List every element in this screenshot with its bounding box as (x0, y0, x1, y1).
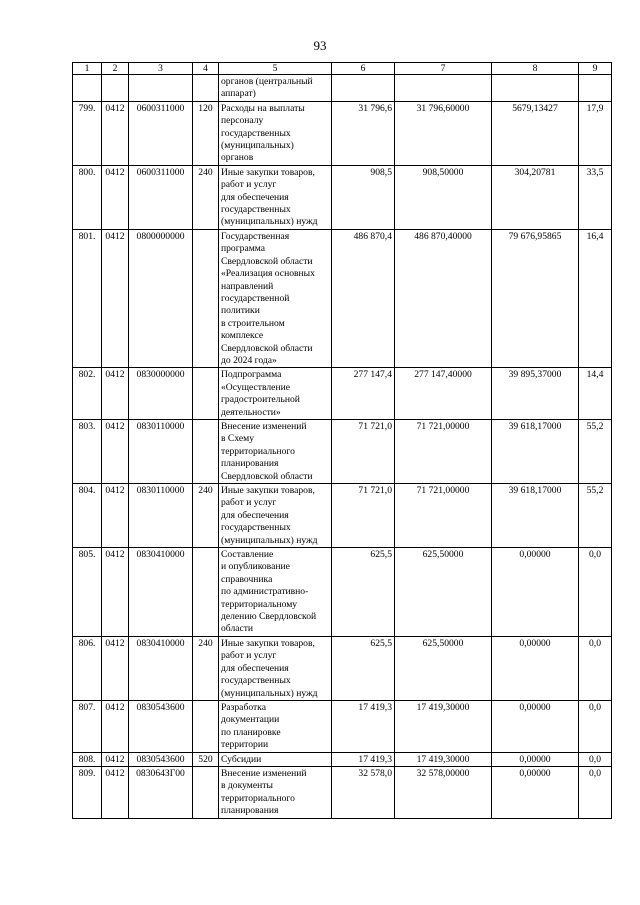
expense-type-code: 120 (193, 101, 219, 165)
page-number: 93 (313, 38, 327, 53)
table-row (73, 419, 612, 483)
row-number (73, 75, 102, 102)
amount-planned: 17 419,30000 (395, 752, 492, 766)
amount-executed: 39 895,37000 (492, 368, 579, 420)
expense-type-code: 240 (193, 636, 219, 700)
column-header: 1 (73, 63, 102, 75)
table-row (73, 766, 612, 818)
amount-planned: 625,50000 (395, 548, 492, 637)
target-article-code: 0600311000 (129, 101, 193, 165)
column-header: 2 (102, 63, 129, 75)
column-header: 3 (129, 63, 193, 75)
table-row (73, 368, 612, 420)
item-name: Государственная программа Свердловской области «Реализация основных направлений государственной политики в строительном комплексе Свердловской области до 2024 года» (219, 229, 332, 367)
amount-approved: 31 796,6 (332, 101, 395, 165)
column-header: 9 (579, 63, 612, 75)
amount-executed: 39 618,17000 (492, 419, 579, 483)
target-article-code: 0830543600 (129, 752, 193, 766)
column-header: 6 (332, 63, 395, 75)
amount-approved: 71 721,0 (332, 419, 395, 483)
expense-type-code (193, 229, 219, 367)
amount-executed: 39 618,17000 (492, 484, 579, 548)
amount-approved: 17 419,3 (332, 752, 395, 766)
item-name: Составление и опубликование справочника по административно- территориальному делению Свердловской области (219, 548, 332, 637)
row-number: 800. (73, 165, 102, 229)
item-name: Расходы на выплаты персоналу государственных (муниципальных) органов (219, 101, 332, 165)
table-row (73, 484, 612, 548)
row-number: 799. (73, 101, 102, 165)
execution-percent: 0,0 (579, 700, 612, 752)
amount-approved: 71 721,0 (332, 484, 395, 548)
row-number: 807. (73, 700, 102, 752)
target-article-code: 0800000000 (129, 229, 193, 367)
column-header: 7 (395, 63, 492, 75)
target-article-code: 083064ЗГ00 (129, 766, 193, 818)
section-code: 0412 (102, 752, 129, 766)
item-name: Внесение изменений в Схему территориального планирования Свердловской области (219, 419, 332, 483)
table-row (73, 752, 612, 766)
amount-planned: 908,50000 (395, 165, 492, 229)
section-code: 0412 (102, 700, 129, 752)
row-number: 806. (73, 636, 102, 700)
expense-type-code (193, 700, 219, 752)
expense-type-code (193, 75, 219, 102)
amount-executed: 5679,13427 (492, 101, 579, 165)
table-row (73, 165, 612, 229)
item-name: Иные закупки товаров, работ и услуг для обеспечения государственных (муниципальных) нужд (219, 636, 332, 700)
table-row (73, 548, 612, 637)
section-code: 0412 (102, 548, 129, 637)
section-code: 0412 (102, 766, 129, 818)
execution-percent: 55,2 (579, 484, 612, 548)
amount-approved: 17 419,3 (332, 700, 395, 752)
target-article-code (129, 75, 193, 102)
budget-table (72, 62, 612, 819)
table-row (73, 636, 612, 700)
amount-executed: 0,00000 (492, 700, 579, 752)
item-name: органов (центральный аппарат) (219, 75, 332, 102)
row-number: 808. (73, 752, 102, 766)
expense-type-code: 240 (193, 484, 219, 548)
item-name: Субсидии (219, 752, 332, 766)
amount-planned: 71 721,00000 (395, 419, 492, 483)
expense-type-code: 520 (193, 752, 219, 766)
execution-percent (579, 75, 612, 102)
amount-planned: 486 870,40000 (395, 229, 492, 367)
execution-percent: 14,4 (579, 368, 612, 420)
target-article-code: 0830543600 (129, 700, 193, 752)
table-row (73, 101, 612, 165)
amount-executed: 0,00000 (492, 752, 579, 766)
item-name: Иные закупки товаров, работ и услуг для обеспечения государственных (муниципальных) нужд (219, 165, 332, 229)
amount-executed (492, 75, 579, 102)
column-header: 8 (492, 63, 579, 75)
amount-approved: 277 147,4 (332, 368, 395, 420)
item-name: Подпрограмма «Осуществление градостроительной деятельности» (219, 368, 332, 420)
section-code: 0412 (102, 165, 129, 229)
table-row (73, 700, 612, 752)
target-article-code: 0830110000 (129, 484, 193, 548)
execution-percent: 0,0 (579, 766, 612, 818)
row-number: 801. (73, 229, 102, 367)
amount-planned: 71 721,00000 (395, 484, 492, 548)
amount-approved: 32 578,0 (332, 766, 395, 818)
amount-executed: 304,20781 (492, 165, 579, 229)
expense-type-code: 240 (193, 165, 219, 229)
amount-approved: 486 870,4 (332, 229, 395, 367)
item-name: Разработка документации по планировке территории (219, 700, 332, 752)
amount-planned: 31 796,60000 (395, 101, 492, 165)
item-name: Внесение изменений в документы территориального планирования (219, 766, 332, 818)
execution-percent: 16,4 (579, 229, 612, 367)
table-row (73, 75, 612, 102)
section-code: 0412 (102, 484, 129, 548)
expense-type-code (193, 548, 219, 637)
section-code (102, 75, 129, 102)
row-number: 802. (73, 368, 102, 420)
amount-planned (395, 75, 492, 102)
target-article-code: 0830410000 (129, 548, 193, 637)
target-article-code: 0830110000 (129, 419, 193, 483)
row-number: 805. (73, 548, 102, 637)
execution-percent: 0,0 (579, 752, 612, 766)
amount-executed: 0,00000 (492, 636, 579, 700)
expense-type-code (193, 419, 219, 483)
execution-percent: 0,0 (579, 636, 612, 700)
table-header-row (73, 63, 612, 75)
execution-percent: 0,0 (579, 548, 612, 637)
amount-planned: 17 419,30000 (395, 700, 492, 752)
section-code: 0412 (102, 636, 129, 700)
row-number: 804. (73, 484, 102, 548)
amount-planned: 277 147,40000 (395, 368, 492, 420)
amount-approved: 908,5 (332, 165, 395, 229)
amount-executed: 0,00000 (492, 548, 579, 637)
section-code: 0412 (102, 229, 129, 367)
section-code: 0412 (102, 101, 129, 165)
row-number: 809. (73, 766, 102, 818)
section-code: 0412 (102, 419, 129, 483)
execution-percent: 33,5 (579, 165, 612, 229)
row-number: 803. (73, 419, 102, 483)
item-name: Иные закупки товаров, работ и услуг для обеспечения государственных (муниципальных) нужд (219, 484, 332, 548)
amount-planned: 32 578,00000 (395, 766, 492, 818)
amount-executed: 79 676,95865 (492, 229, 579, 367)
execution-percent: 17,9 (579, 101, 612, 165)
expense-type-code (193, 368, 219, 420)
target-article-code: 0600311000 (129, 165, 193, 229)
section-code: 0412 (102, 368, 129, 420)
column-header: 4 (193, 63, 219, 75)
amount-planned: 625,50000 (395, 636, 492, 700)
target-article-code: 0830410000 (129, 636, 193, 700)
amount-approved: 625,5 (332, 636, 395, 700)
expense-type-code (193, 766, 219, 818)
amount-approved (332, 75, 395, 102)
target-article-code: 0830000000 (129, 368, 193, 420)
amount-executed: 0,00000 (492, 766, 579, 818)
amount-approved: 625,5 (332, 548, 395, 637)
table-row (73, 229, 612, 367)
column-header: 5 (219, 63, 332, 75)
execution-percent: 55,2 (579, 419, 612, 483)
